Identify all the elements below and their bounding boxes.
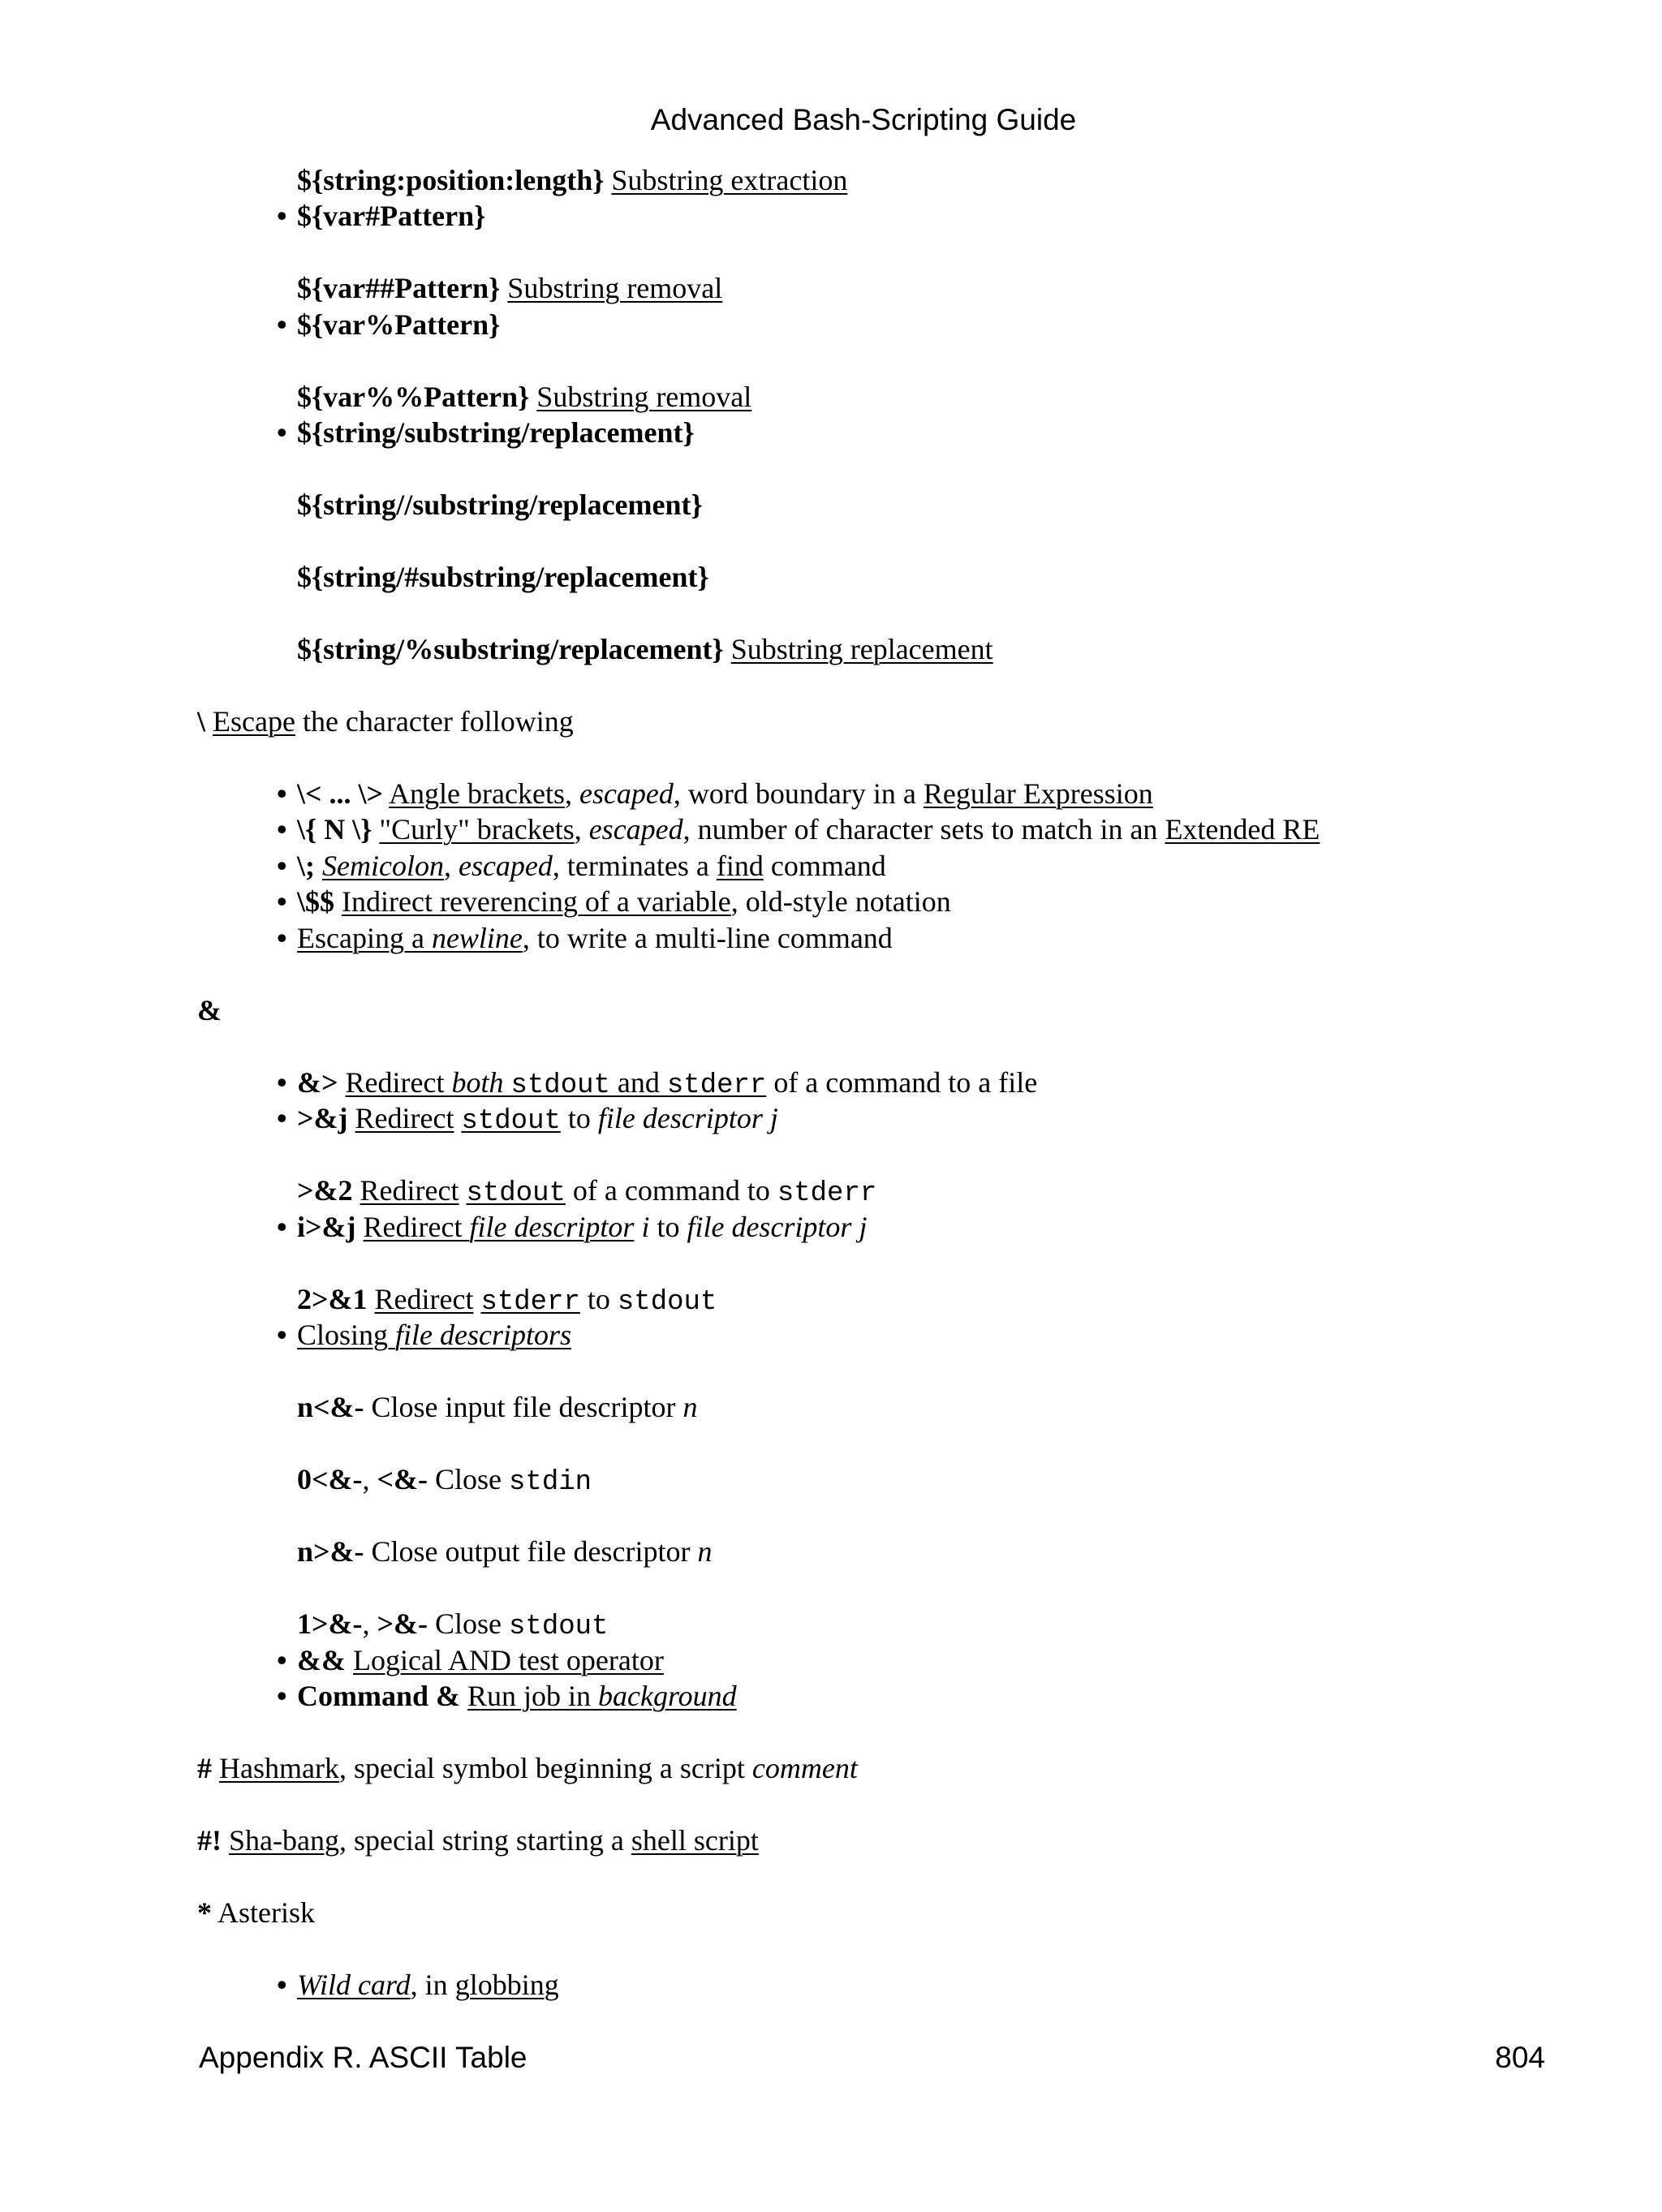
text-line	[197, 992, 222, 1029]
text-segment: &&	[297, 1644, 346, 1676]
text-segment: \;	[297, 850, 315, 882]
text-segment: <&-	[377, 1463, 428, 1495]
text-segment: of a command to	[565, 1174, 777, 1207]
text-segment	[500, 272, 507, 304]
text-segment: ${var#Pattern}	[297, 200, 486, 232]
hyperlink[interactable]: Regular Expression	[923, 777, 1153, 810]
hyperlink[interactable]: stdout	[461, 1106, 561, 1137]
text-segment	[356, 1211, 364, 1243]
hyperlink[interactable]: Wild card	[297, 1969, 411, 2001]
text-segment: Asterisk	[212, 1896, 316, 1929]
bullet-list-item	[277, 884, 951, 920]
text-segment: 0<&-	[297, 1463, 363, 1495]
bullet-list-item	[277, 1678, 737, 1715]
hyperlink[interactable]: background	[598, 1680, 737, 1712]
hyperlink[interactable]: Redirect	[360, 1174, 459, 1207]
text-segment: ,	[564, 777, 579, 810]
text-segment: Close	[428, 1607, 510, 1640]
bullet-icon: •	[277, 885, 287, 918]
bullet-list-item	[277, 920, 893, 957]
hyperlink[interactable]: Angle brackets	[389, 777, 565, 810]
text-line	[197, 1823, 759, 1859]
text-segment: , in	[410, 1969, 455, 2001]
bullet-icon: •	[277, 1102, 287, 1134]
text-segment: #!	[197, 1824, 222, 1857]
hyperlink[interactable]: Extended RE	[1165, 813, 1320, 846]
text-segment: ,	[574, 813, 589, 846]
text-segment: file descriptor j	[687, 1211, 868, 1243]
bullet-icon: •	[277, 850, 287, 882]
hyperlink[interactable]: Substring extraction	[611, 164, 848, 196]
bullet-list-item	[277, 848, 886, 884]
text-segment: n	[697, 1535, 713, 1568]
hyperlink[interactable]: stdout	[510, 1070, 610, 1101]
hyperlink[interactable]: both	[451, 1066, 504, 1099]
text-segment: \$$	[297, 885, 335, 918]
text-segment: n>&-	[297, 1535, 364, 1568]
text-segment: >&j	[297, 1102, 348, 1134]
bullet-icon: •	[277, 1644, 287, 1676]
text-segment: , special string starting a	[338, 1824, 631, 1857]
hyperlink[interactable]: Redirect	[355, 1102, 454, 1134]
text-line	[197, 1750, 858, 1787]
text-segment: \	[197, 705, 206, 738]
text-segment: to	[579, 1283, 618, 1315]
text-segment: ${string//substring/replacement}	[297, 488, 703, 521]
bullet-list-item	[277, 198, 486, 235]
text-segment: ${var##Pattern}	[297, 272, 501, 304]
text-segment	[460, 1680, 467, 1712]
text-segment: , word boundary in a	[673, 777, 924, 810]
text-segment	[334, 885, 342, 918]
text-segment: 1>&-	[297, 1607, 363, 1640]
hyperlink[interactable]: file descriptor	[469, 1211, 635, 1243]
text-line	[297, 270, 722, 307]
text-segment: \{ N \}	[297, 813, 372, 846]
text-segment: \< ... \>	[297, 777, 384, 810]
text-segment: ${string/%substring/replacement}	[297, 633, 724, 665]
text-line	[297, 1606, 608, 1646]
text-segment: i>&j	[297, 1211, 356, 1243]
hyperlink[interactable]: Closing	[297, 1319, 396, 1351]
text-segment: ${string/#substring/replacement}	[297, 561, 709, 593]
text-segment: stderr	[777, 1178, 877, 1209]
hyperlink[interactable]: Substring removal	[536, 381, 752, 413]
text-segment	[724, 633, 731, 665]
text-segment: n	[682, 1391, 698, 1423]
text-segment: ,	[443, 850, 459, 882]
hyperlink[interactable]: Substring removal	[507, 272, 723, 304]
bullet-list-item	[277, 415, 695, 451]
hyperlink[interactable]: Hashmark	[219, 1752, 339, 1784]
hyperlink[interactable]: stdout	[466, 1178, 566, 1209]
hyperlink[interactable]: Escape	[213, 705, 295, 738]
text-line	[297, 1281, 717, 1321]
text-segment	[212, 1752, 219, 1784]
bullet-icon: •	[277, 1680, 287, 1712]
bullet-list-item	[277, 776, 1153, 812]
hyperlink[interactable]: newline	[431, 922, 523, 954]
text-segment: Close	[428, 1463, 510, 1495]
bullet-list-item	[277, 811, 1320, 848]
bullet-list-item	[277, 1642, 664, 1679]
text-segment: *	[197, 1896, 212, 1929]
hyperlink[interactable]: and	[609, 1066, 667, 1099]
text-line	[297, 162, 847, 199]
text-segment: &	[197, 994, 222, 1026]
text-segment: comment	[751, 1752, 858, 1784]
bullet-list-item	[277, 1967, 559, 2003]
bullet-icon: •	[277, 922, 287, 954]
text-segment: to	[560, 1102, 598, 1134]
bullet-icon: •	[277, 200, 287, 232]
footer-page-number: 804	[1495, 2041, 1545, 2074]
hyperlink[interactable]: globbing	[454, 1969, 559, 2001]
text-line	[297, 487, 703, 523]
bullet-icon: •	[277, 777, 287, 810]
hyperlink[interactable]: Escaping a	[297, 922, 432, 954]
text-segment	[346, 1644, 353, 1676]
text-segment: , to write a multi-line command	[522, 922, 893, 954]
bullet-list-item	[277, 1317, 572, 1353]
text-line	[297, 1389, 697, 1426]
bullet-icon: •	[277, 1066, 287, 1099]
text-line	[297, 1534, 712, 1570]
text-segment: , special symbol beginning a script	[338, 1752, 752, 1784]
text-segment: i	[634, 1211, 650, 1243]
hyperlink[interactable]: Run job in	[467, 1680, 599, 1712]
text-line	[297, 631, 993, 668]
text-segment: , number of character sets to match in an	[682, 813, 1165, 846]
text-segment: stdout	[509, 1612, 609, 1642]
text-segment: file descriptor j	[597, 1102, 778, 1134]
text-segment	[353, 1174, 360, 1207]
text-segment: ${string/substring/replacement}	[297, 416, 695, 449]
text-segment	[368, 1283, 375, 1315]
hyperlink[interactable]: file descriptors	[395, 1319, 572, 1351]
bullet-icon: •	[277, 308, 287, 341]
bullet-icon: •	[277, 1319, 287, 1351]
text-segment: , terminates a	[552, 850, 717, 882]
text-segment: ,	[362, 1607, 377, 1640]
hyperlink[interactable]: stderr	[666, 1070, 767, 1101]
bullet-list-item	[277, 1100, 778, 1140]
text-segment: >&-	[377, 1607, 428, 1640]
text-segment: the character following	[295, 705, 574, 738]
text-line	[297, 559, 709, 596]
hyperlink[interactable]: Substring replacement	[730, 633, 993, 665]
text-line	[197, 1895, 315, 1931]
hyperlink[interactable]: Redirect	[363, 1211, 470, 1243]
text-segment: >&2	[297, 1174, 353, 1207]
text-line	[297, 1461, 592, 1501]
text-segment: Close input file descriptor	[364, 1391, 683, 1423]
text-segment: ,	[362, 1463, 377, 1495]
text-segment: , old-style notation	[730, 885, 951, 918]
footer-chapter-title: Appendix R. ASCII Table	[199, 2041, 527, 2074]
bullet-icon: •	[277, 813, 287, 846]
text-segment: &>	[297, 1066, 338, 1099]
bullet-icon: •	[277, 1969, 287, 2001]
text-line	[297, 379, 751, 415]
text-segment: n<&-	[297, 1391, 364, 1423]
text-segment: Close output file descriptor	[364, 1535, 698, 1568]
text-segment: #	[197, 1752, 212, 1784]
text-segment	[315, 850, 322, 882]
hyperlink[interactable]: Sha-bang	[229, 1824, 339, 1857]
text-segment: command	[763, 850, 886, 882]
text-segment: ${var%Pattern}	[297, 308, 501, 341]
text-segment: escaped	[458, 850, 553, 882]
bullet-list-item	[277, 1209, 868, 1246]
text-segment	[222, 1824, 229, 1857]
bullet-icon: •	[277, 1211, 287, 1243]
hyperlink[interactable]: stderr	[480, 1287, 580, 1318]
text-segment	[529, 381, 536, 413]
text-segment: of a command to a file	[766, 1066, 1038, 1099]
hyperlink[interactable]: Redirect	[374, 1283, 474, 1315]
text-line	[297, 1173, 876, 1212]
hyperlink[interactable]: Redirect	[345, 1066, 452, 1099]
hyperlink[interactable]: Indirect reverencing of a variable	[342, 885, 731, 918]
hyperlink[interactable]: find	[716, 850, 764, 882]
text-segment	[205, 705, 213, 738]
text-segment	[383, 777, 389, 810]
text-segment: ${string:position:length}	[297, 164, 605, 196]
text-segment	[338, 1066, 346, 1099]
bullet-list-item	[277, 1065, 1038, 1104]
text-segment: escaped	[579, 777, 674, 810]
bullet-list-item	[277, 307, 501, 343]
text-segment: stdout	[617, 1287, 717, 1318]
page-header-title: Advanced Bash-Scripting Guide	[650, 103, 1077, 136]
text-segment: Command &	[297, 1680, 461, 1712]
text-segment	[348, 1102, 355, 1134]
text-segment: to	[649, 1211, 687, 1243]
text-line	[197, 704, 574, 740]
text-segment: 2>&1	[297, 1283, 368, 1315]
hyperlink[interactable]: Logical AND test operator	[352, 1644, 664, 1676]
hyperlink[interactable]: Semicolon	[322, 850, 444, 882]
text-segment: ${var%%Pattern}	[297, 381, 530, 413]
hyperlink[interactable]: "Curly" brackets	[379, 813, 575, 846]
bullet-icon: •	[277, 416, 287, 449]
text-segment: stdin	[509, 1467, 592, 1498]
hyperlink[interactable]: shell script	[631, 1824, 759, 1857]
text-segment: escaped	[588, 813, 683, 846]
